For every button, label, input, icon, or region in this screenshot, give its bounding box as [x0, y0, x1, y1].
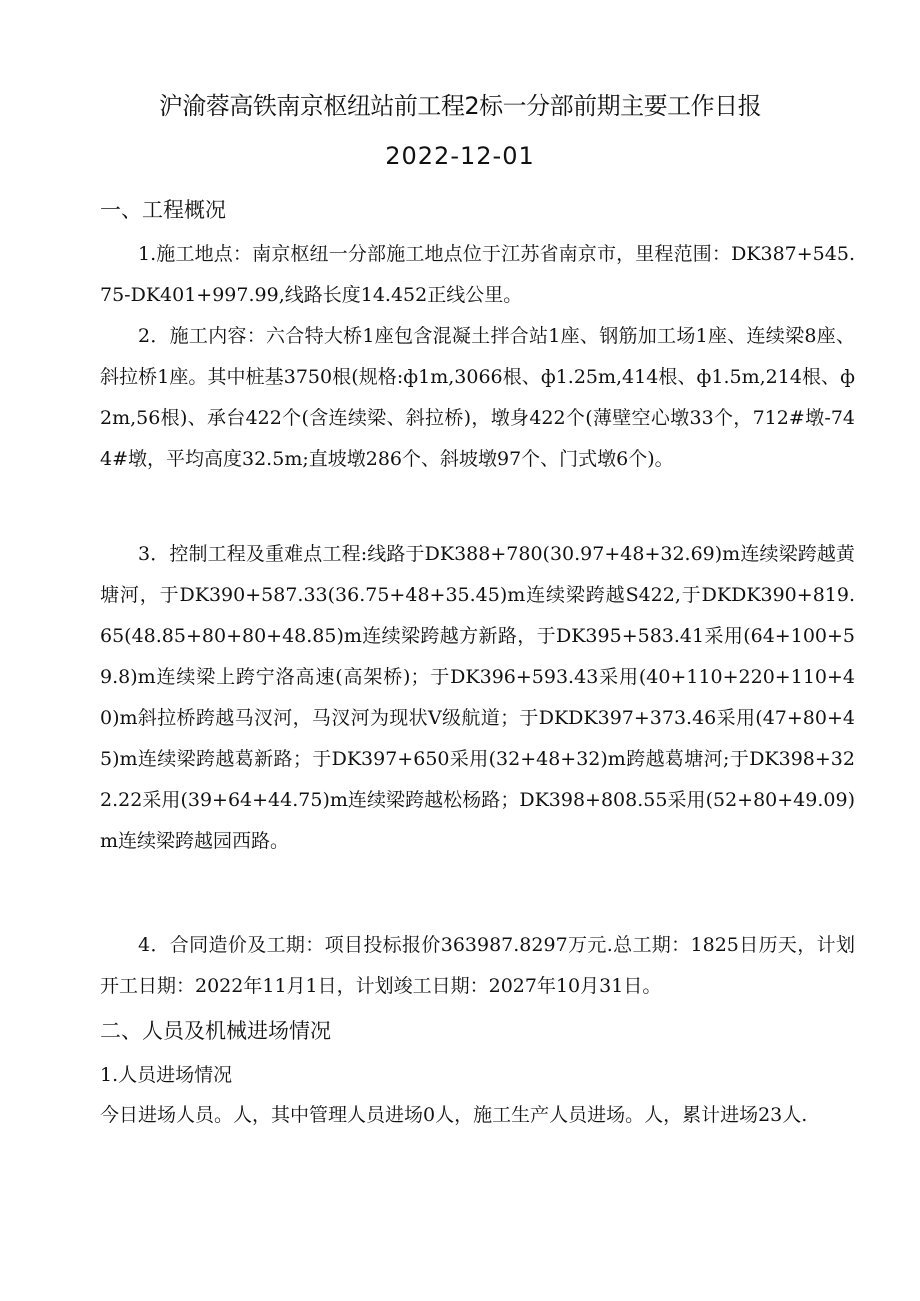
report-date: 2022-12-01: [385, 142, 535, 170]
section-heading-project-overview: 一、工程概况: [100, 198, 226, 222]
paragraph-personnel-entry: 今日进场人员。人，其中管理人员进场0人，施工生产人员进场。人，累计进场23人.: [100, 1104, 808, 1126]
paragraph-contract-price-schedule: 4．合同造价及工期：项目投标报价363987.8297万元.总工期：1825日历天，计划开工日期：2022年11月1日，计划竣工日期：2027年10月31日。: [100, 934, 855, 997]
document-title: 沪渝蓉高铁南京枢纽站前工程2标一分部前期主要工作日报: [158, 92, 762, 120]
paragraph-key-works: 3．控制工程及重难点工程:线路于DK388+780(30.97+48+32.69)m连续梁跨越黄塘河，于DK390+587.33(36.75+48+35.45)m连续梁跨越S422,于DKDK390+819.65(48.85+80+80+48.85)m连续梁跨越方新路，于DK395+583.41采用(64+100+59.8)m连续梁上跨宁洛高速(高架桥)；于DK396+593.43采用(40+110+220+110+40)m斜拉桥跨越马汊河，马汊河为现状V级航道；于DKDK397+373.46采用(47+80+45)m连续梁跨越葛新路；于DK397+650采用(32+48+32)m跨越葛塘河;于DK398+322.22采用(39+64+44.75)m连续梁跨越松杨路；DK398+808.55采用(52+80+49.09)m连续梁跨越园西路。: [100, 543, 855, 852]
section-heading-personnel-machinery: 二、人员及机械进场情况: [100, 1019, 331, 1043]
subheading-personnel-entry: 1.人员进场情况: [100, 1064, 233, 1086]
paragraph-construction-location: 1.施工地点：南京枢纽一分部施工地点位于江苏省南京市，里程范围：DK387+545.75-DK401+997.99,线路长度14.452正线公里。: [100, 243, 855, 306]
paragraph-construction-content: 2．施工内容：六合特大桥1座包含混凝土拌合站1座、钢筋加工场1座、连续梁8座、斜拉桥1座。其中桩基3750根(规格:ф1m,3066根、ф1.25m,414根、ф1.5m,214根、ф2m,56根)、承台422个(含连续梁、斜拉桥)，墩身422个(薄壁空心墩33个，712#墩-744#墩，平均高度32.5m;直坡墩286个、斜坡墩97个、门式墩6个)。: [100, 325, 855, 470]
